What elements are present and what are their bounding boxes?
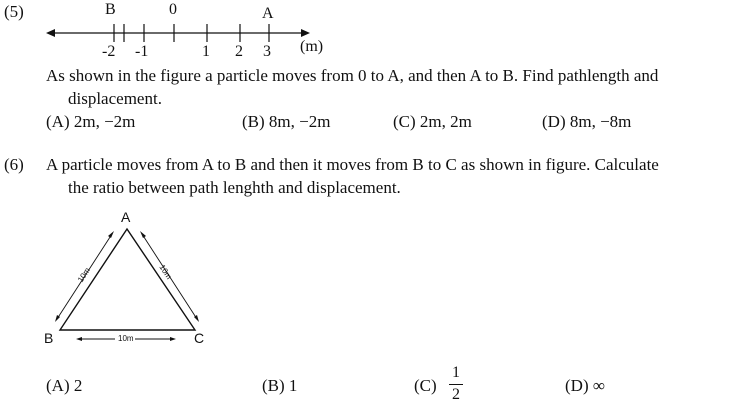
vertex-a-label: A bbox=[121, 209, 131, 225]
q5-option-b[interactable]: (B) 8m, −2m bbox=[242, 112, 331, 131]
tick-label--1: -1 bbox=[135, 43, 149, 60]
side-bc-label: 10m bbox=[118, 334, 134, 343]
question-5-number: (5) bbox=[4, 2, 24, 21]
tick-label-2: 2 bbox=[235, 43, 243, 60]
q5-option-c[interactable]: (C) 2m, 2m bbox=[393, 112, 472, 131]
side-bc-arrowhead-right-icon bbox=[170, 337, 176, 341]
q6-option-c-label[interactable]: (C) bbox=[414, 376, 437, 395]
fraction-bar bbox=[449, 384, 463, 385]
tick-label-3: 3 bbox=[263, 43, 271, 60]
q5-option-a[interactable]: (A) 2m, −2m bbox=[46, 112, 136, 131]
side-ac-label: 10m bbox=[157, 263, 174, 281]
q5-option-d[interactable]: (D) 8m, −8m bbox=[542, 112, 632, 131]
fraction-numerator: 1 bbox=[452, 364, 460, 381]
question-6-number: (6) bbox=[4, 155, 24, 174]
q6-option-d[interactable]: (D) ∞ bbox=[565, 376, 605, 395]
right-arrow-icon bbox=[301, 29, 310, 37]
side-bc-arrowhead-left-icon bbox=[76, 337, 82, 341]
question-6-text-line-1: A particle moves from A to B and then it moves from B to C as shown in figure. Calculate bbox=[46, 155, 659, 174]
vertex-b-label: B bbox=[44, 330, 54, 346]
side-ab-label: 10m bbox=[76, 265, 93, 284]
question-5-text-line-1: As shown in the figure a particle moves from 0 to A, and then A to B. Find pathlength and bbox=[46, 66, 659, 85]
q6-option-a[interactable]: (A) 2 bbox=[46, 376, 83, 395]
tick-label--2: -2 bbox=[102, 43, 116, 60]
question-5-text-line-2: displacement. bbox=[68, 89, 162, 108]
q6-option-b[interactable]: (B) 1 bbox=[262, 376, 298, 395]
point-b-label: B bbox=[105, 1, 116, 18]
fraction-denominator: 2 bbox=[452, 386, 460, 403]
left-arrow-icon bbox=[46, 29, 55, 37]
tick-label-1: 1 bbox=[202, 43, 210, 60]
side-ac-arrowhead-top-icon bbox=[140, 231, 146, 238]
vertex-c-label: C bbox=[194, 330, 205, 346]
point-a-label: A bbox=[262, 5, 274, 22]
zero-label: 0 bbox=[169, 1, 177, 18]
question-6-text-line-2: the ratio between path lenghth and displacement. bbox=[68, 178, 401, 197]
unit-label: (m) bbox=[300, 38, 324, 55]
side-ab-arrowhead-top-icon bbox=[108, 231, 114, 238]
